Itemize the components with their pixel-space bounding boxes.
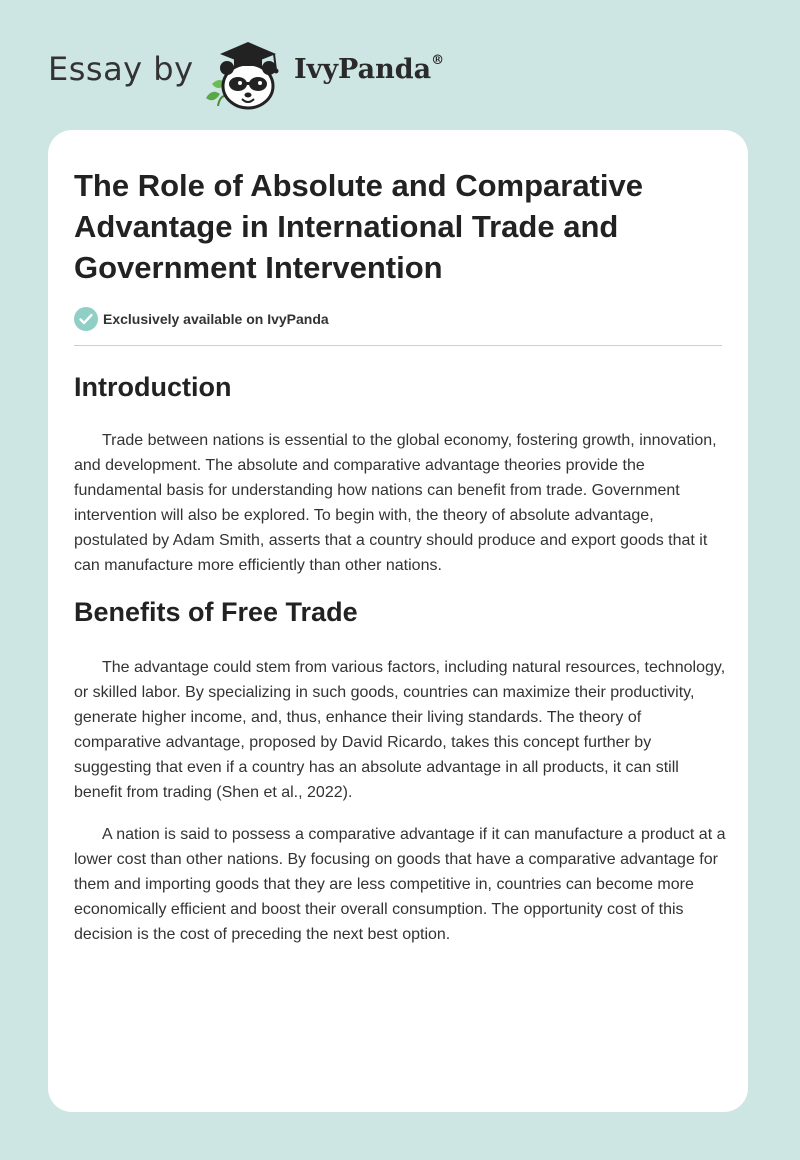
paragraph: The advantage could stem from various factors, including natural resources, technology, or skilled labor. By specializing in such goods, countries can maximize their productivity, generate higher income, and, thus, enhance their living standards. The theory of comparative advantage, proposed by David Ricardo, takes this concept further by suggesting that even if a country has an absolute advantage in all products, it can still benefit from trading (Shen et al., 2022). — [74, 659, 726, 801]
panda-graduate-icon[interactable] — [198, 36, 290, 112]
section-heading: Introduction — [74, 372, 232, 402]
divider — [74, 345, 722, 346]
exclusive-badge — [74, 306, 329, 332]
essay-title: The Role of Absolute and Comparative Advantage in International Trade and Government Intervention — [74, 168, 643, 285]
registered-mark: ® — [431, 53, 445, 68]
paragraph: Trade between nations is essential to the global economy, fostering growth, innovation, and development. The absolute and comparative advantage theories provide the fundamental basis for understanding how nations can benefit from trade. Government intervention will also be explored. To begin with, the theory of absolute advantage, postulated by Adam Smith, asserts that a country should produce and export goods that it can manufacture more efficiently than other nations. — [74, 432, 717, 574]
section-heading: Benefits of Free Trade — [74, 597, 358, 627]
exclusive-badge-label: Exclusively available on IvyPanda — [103, 311, 329, 327]
site-header — [48, 32, 548, 112]
essay-card — [48, 130, 748, 1112]
section-introduction — [74, 370, 726, 578]
check-circle-icon — [74, 307, 98, 331]
paragraph: A nation is said to possess a comparative advantage if it can manufacture a product at a lower cost than other nations. By focusing on goods that have a comparative advantage for them and importing goods that they are less competitive in, countries can become more economically efficient and boost their overall consumption. The opportunity cost of this decision is the cost of preceding the next best option. — [74, 826, 726, 943]
brand-name[interactable]: IvyPanda® — [294, 53, 445, 85]
essay-by-label: Essay by — [48, 50, 194, 88]
section-benefits-of-free-trade — [74, 595, 726, 947]
